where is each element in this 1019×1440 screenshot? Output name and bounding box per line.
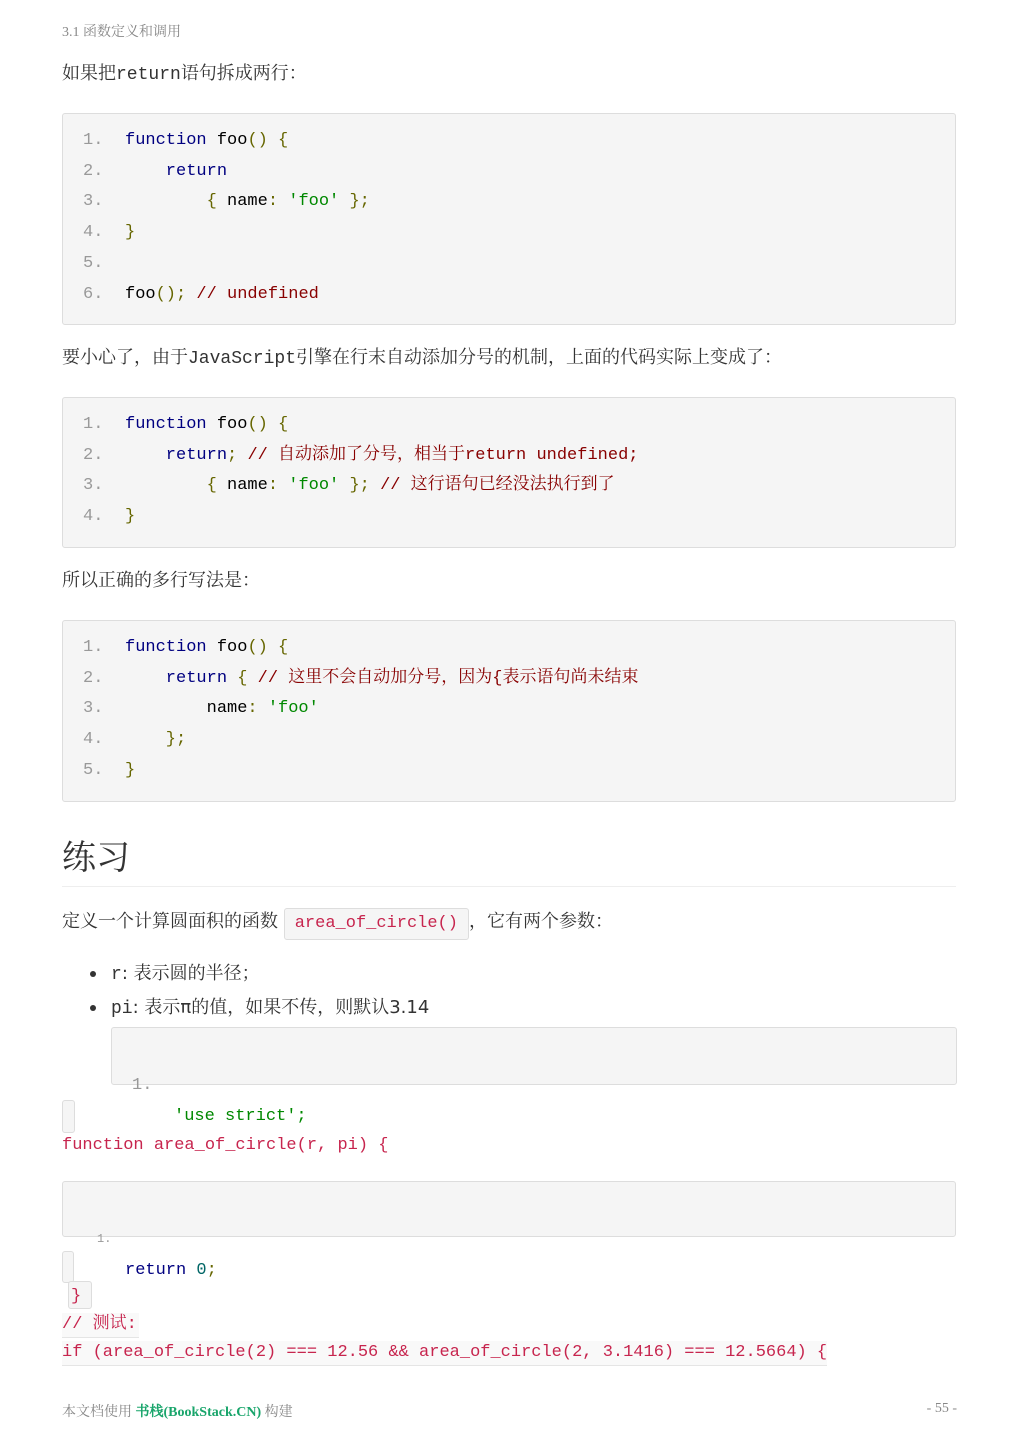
code-token: };: [125, 730, 187, 750]
line-number: 4.: [83, 507, 104, 527]
code-token: :: [267, 192, 289, 212]
section-heading-exercise: 练习: [62, 838, 130, 878]
brand-link[interactable]: 书栈(BookStack.CN): [135, 1405, 262, 1420]
code-token: function: [125, 131, 207, 150]
list-item: [90, 995, 429, 1022]
code-block-return: [62, 1181, 956, 1280]
footer-credit: [62, 1401, 293, 1421]
code-token: foo: [206, 131, 248, 150]
line-number: 6.: [83, 284, 104, 304]
line-number: 3.: [83, 476, 104, 496]
code-token: };: [339, 192, 370, 212]
code-function-signature: function area_of_circle(r, pi) {: [62, 1136, 389, 1155]
param-desc: : 表示圆的半径；: [121, 963, 260, 984]
paragraph-semicolon-warning: [62, 345, 782, 372]
text: 如果把: [62, 63, 116, 84]
code-token: // 自动添加了分号，相当于return undefined;: [247, 445, 639, 465]
empty-code-fragment: [62, 1251, 74, 1283]
code-block-1: [62, 113, 956, 325]
code-token: :: [247, 699, 268, 719]
line-number: 1.: [97, 1232, 112, 1246]
inline-keyword: JavaScript: [188, 349, 297, 369]
running-header: 3.1 函数定义和调用: [62, 25, 181, 40]
line-number: 5.: [83, 253, 104, 273]
code-token: }: [125, 507, 136, 527]
page-number: - 55 -: [926, 1401, 957, 1416]
text: ，它有两个参数：: [468, 911, 613, 932]
paragraph-correct-multiline: 所以正确的多行写法是：: [62, 570, 260, 591]
code-token: foo: [206, 415, 248, 434]
code-token: return: [125, 668, 228, 688]
bullet-dot: [90, 1005, 96, 1011]
line-number: 4.: [83, 730, 104, 750]
code-punct: ;: [206, 1261, 217, 1280]
code-token: () {: [247, 638, 289, 657]
line-number: 4.: [83, 223, 104, 243]
line-number: 2.: [83, 445, 104, 465]
text: 本文档使用: [62, 1405, 136, 1420]
line-number: 3.: [83, 192, 104, 212]
line-number: 2.: [83, 668, 104, 688]
code-token: ;: [227, 445, 248, 465]
code-token: // 这行语句已经没法执行到了: [380, 476, 615, 496]
code-token: () {: [247, 415, 289, 434]
code-block-3: [62, 620, 956, 802]
code-block-2: [62, 397, 956, 548]
param-name: pi: [111, 999, 133, 1019]
heading-divider: [62, 886, 956, 887]
code-test-condition: if (area_of_circle(2) === 12.56 && area_of_circle(2, 3.1416) === 12.5664) {: [62, 1341, 827, 1366]
exercise-intro: [62, 905, 613, 940]
code-token: foo: [125, 284, 156, 304]
code-token: // 这里不会自动加分号，因为{表示语句尚未结束: [257, 668, 639, 688]
code-token: name: [227, 192, 268, 212]
code-token: {: [125, 192, 228, 212]
code-token: function: [125, 415, 207, 434]
code-token: 'foo': [288, 192, 340, 212]
code-token: return: [125, 161, 228, 181]
code-token: ();: [155, 284, 197, 304]
code-token: name: [227, 476, 268, 496]
code-token: foo: [206, 638, 248, 657]
code-number: 0: [186, 1261, 207, 1280]
code-line: 'use strict';: [174, 1107, 307, 1126]
paragraph-return-split: [62, 61, 307, 88]
code-token: () {: [247, 131, 289, 150]
text: 引擎在行末自动添加分号的机制，上面的代码实际上变成了：: [296, 347, 783, 368]
code-token: {: [125, 476, 228, 496]
code-token: }: [125, 223, 136, 243]
code-token: :: [267, 476, 289, 496]
line-number: 2.: [83, 161, 104, 181]
code-keyword: return: [125, 1261, 187, 1280]
code-token: {: [227, 668, 258, 688]
text: 语句拆成两行：: [180, 63, 307, 84]
line-number: 3.: [83, 699, 104, 719]
code-token: };: [339, 476, 381, 496]
line-number: 1.: [83, 415, 104, 434]
inline-keyword: return: [116, 65, 181, 85]
param-name: r: [111, 965, 122, 985]
line-number: 1.: [83, 638, 104, 657]
empty-code-fragment: [62, 1100, 75, 1133]
code-block-use-strict: [111, 1027, 957, 1126]
bullet-dot: [90, 971, 96, 977]
code-token: 'foo': [288, 476, 340, 496]
list-item: [90, 961, 260, 988]
line-number: 5.: [83, 760, 104, 780]
code-token: name: [125, 699, 248, 719]
code-test-comment: // 测试:: [62, 1313, 139, 1338]
code-token: 'foo': [267, 699, 319, 719]
code-token: return: [125, 445, 228, 465]
code-token: function: [125, 638, 207, 657]
text: 要小心了，由于: [62, 347, 188, 368]
text: 构建: [261, 1405, 293, 1420]
text: 定义一个计算圆面积的函数: [62, 911, 278, 932]
code-token: }: [125, 760, 136, 780]
line-number: 1.: [83, 131, 104, 150]
code-closing-brace: }: [68, 1281, 92, 1309]
code-token: // undefined: [196, 284, 319, 304]
inline-code-function-name: area_of_circle(): [284, 908, 469, 940]
line-number: 1.: [132, 1076, 153, 1095]
param-desc: : 表示π的值，如果不传，则默认3.14: [132, 997, 430, 1018]
